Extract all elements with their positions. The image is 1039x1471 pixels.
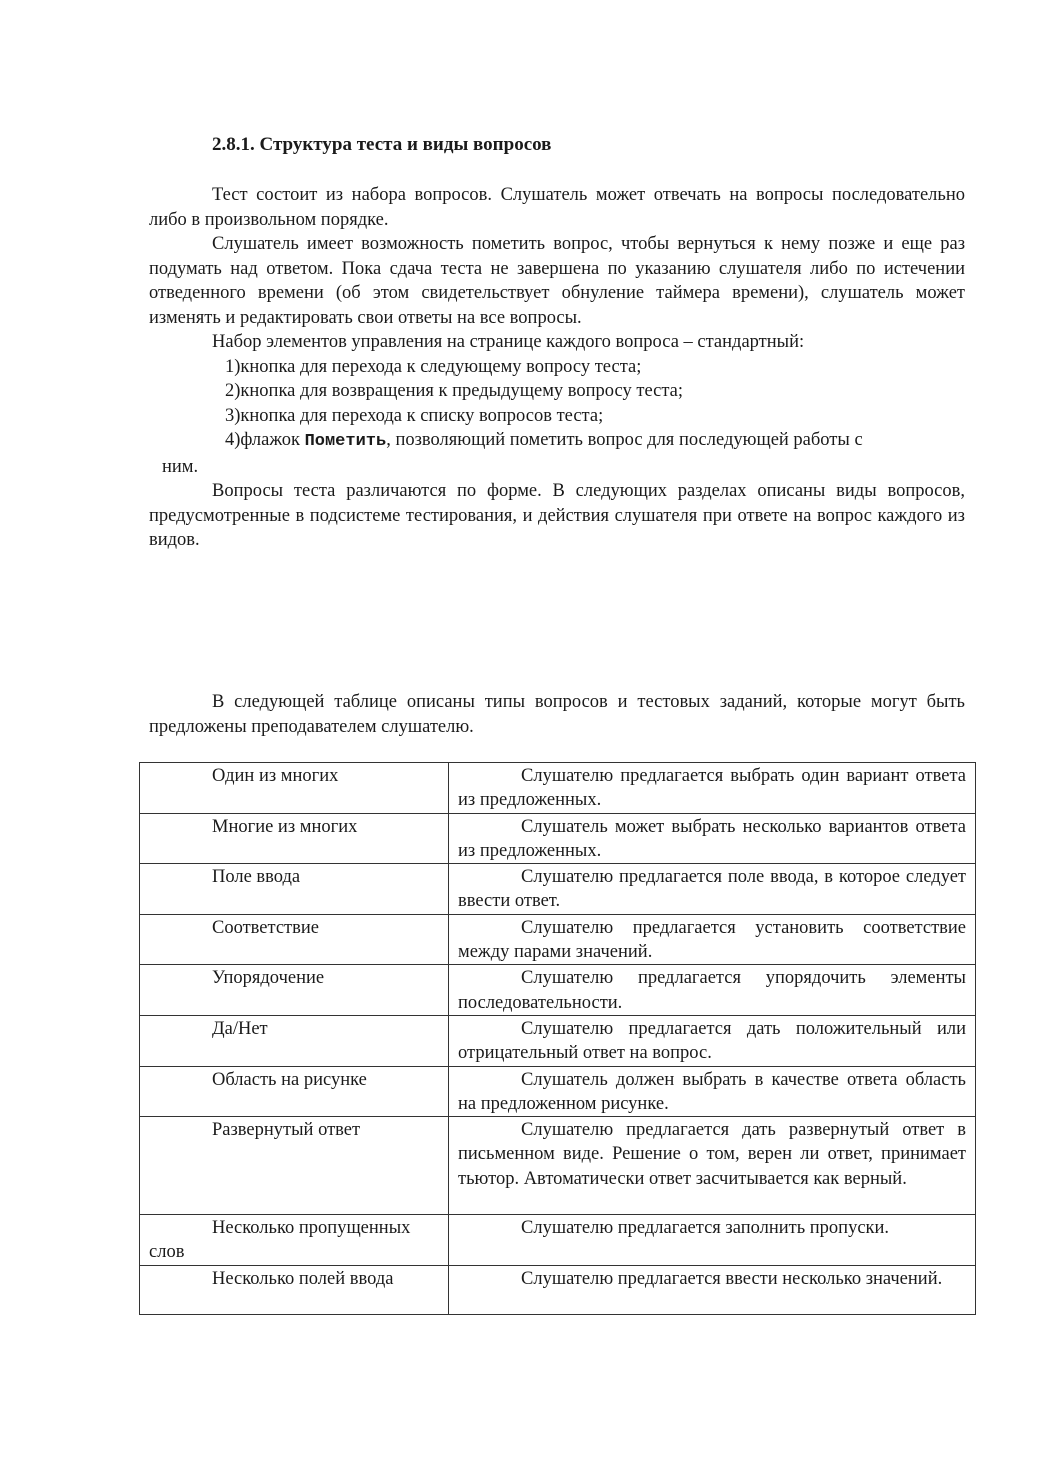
question-type-cell	[140, 1265, 449, 1314]
question-description-cell	[449, 1066, 976, 1117]
paragraph: Набор элементов управления на странице каждого вопроса – стандартный:	[212, 332, 805, 352]
table-row	[140, 813, 976, 864]
question-type: Да/Нет	[212, 1018, 268, 1039]
question-description: Слушатель должен выбрать в качестве ответа область на предложенном рисунке.	[458, 1069, 966, 1114]
question-description-cell	[449, 813, 976, 864]
question-description: Слушателю предлагается установить соответствие между парами значений.	[458, 917, 966, 963]
question-description-cell	[449, 1215, 976, 1266]
question-description-cell	[449, 965, 976, 1016]
question-type-cell	[140, 965, 449, 1016]
question-type: Развернутый ответ	[212, 1120, 361, 1141]
question-description: Слушателю предлагается выбрать один вариант ответа из предложенных.	[458, 766, 966, 811]
question-description: Слушателю предлагается заполнить пропуски.	[521, 1218, 890, 1239]
table-row	[140, 914, 976, 965]
question-description: Слушателю предлагается дать положительный или отрицательный ответ на вопрос.	[458, 1018, 966, 1064]
list-item: 2)кнопка для возвращения к предыдущему вопросу теста;	[225, 381, 683, 401]
question-description-cell	[449, 1265, 976, 1314]
question-type: Несколько полей ввода	[212, 1268, 394, 1289]
list-item: 4)флажок Пометить, позволяющий пометить вопрос для последующей работы с	[225, 430, 863, 451]
question-description: Слушателю предлагается поле ввода, в которое следует ввести ответ.	[458, 867, 966, 912]
question-type-cell	[140, 1066, 449, 1117]
question-type-cell	[140, 1117, 449, 1215]
question-type: Многие из многих	[212, 816, 358, 837]
list-item: 1)кнопка для перехода к следующему вопросу теста;	[225, 356, 642, 377]
paragraph: Слушатель имеет возможность пометить вопрос, чтобы вернуться к нему позже и еще раз подумать над ответом. Пока сдача теста не завершена по указанию слушателя либо по истечении отведенного времени (об этом свидетельствует обнуление таймера времени), слушатель может изменять и редактировать свои ответы на все вопросы.	[149, 234, 965, 328]
question-types-table	[139, 762, 976, 1315]
question-description-cell	[449, 763, 976, 814]
question-description: Слушателю предлагается дать развернутый ответ в письменном виде. Решение о том, верен ли ответ, принимает тьютор. Автоматически ответ засчитывается как верный.	[458, 1120, 966, 1189]
question-description: Слушателю предлагается упорядочить элементы последовательности.	[458, 968, 966, 1013]
paragraph: Вопросы теста различаются по форме. В следующих разделах описаны виды вопросов, предусмотренные в подсистеме тестирования, и действия слушателя при ответе на вопрос каждого из видов.	[149, 481, 965, 550]
table-row	[140, 1015, 976, 1066]
question-type-cell	[140, 1015, 449, 1066]
section-number: 2.8.1	[212, 134, 250, 155]
question-type: Соответствие	[212, 917, 319, 938]
table-row	[140, 763, 976, 814]
section-heading	[212, 134, 551, 156]
question-type: Несколько пропущенных слов	[149, 1218, 411, 1263]
question-type-cell	[140, 1215, 449, 1266]
paragraph: Тест состоит из набора вопросов. Слушатель может отвечать на вопросы последовательно либо в произвольном порядке.	[149, 185, 965, 230]
question-type: Поле ввода	[212, 867, 301, 888]
list-item-continuation: ним.	[162, 456, 199, 477]
table-row	[140, 1215, 976, 1266]
question-description-cell	[449, 864, 976, 915]
table-row	[140, 1265, 976, 1314]
question-type-cell	[140, 864, 449, 915]
table-row	[140, 1117, 976, 1215]
table-row	[140, 1066, 976, 1117]
section-title: . Структура теста и виды вопросов	[250, 134, 552, 155]
table-row	[140, 965, 976, 1016]
table-intro	[149, 690, 965, 739]
intro-text	[149, 183, 965, 553]
question-description: Слушатель может выбрать несколько вариантов ответа из предложенных.	[458, 816, 966, 861]
question-type-cell	[140, 763, 449, 814]
question-type: Упорядочение	[212, 968, 325, 989]
mark-flag-label: Пометить	[304, 432, 387, 451]
question-description-cell	[449, 914, 976, 965]
question-description-cell	[449, 1117, 976, 1215]
question-type-cell	[140, 914, 449, 965]
list-item: 3)кнопка для перехода к списку вопросов теста;	[225, 405, 604, 426]
question-description: Слушателю предлагается ввести несколько значений.	[521, 1268, 943, 1289]
question-type-cell	[140, 813, 449, 864]
table-row	[140, 864, 976, 915]
paragraph: В следующей таблице описаны типы вопросов и тестовых заданий, которые могут быть предложены преподавателем слушателю.	[149, 692, 965, 737]
question-description-cell	[449, 1015, 976, 1066]
question-type: Один из многих	[212, 766, 339, 786]
question-type: Область на рисунке	[212, 1069, 367, 1090]
